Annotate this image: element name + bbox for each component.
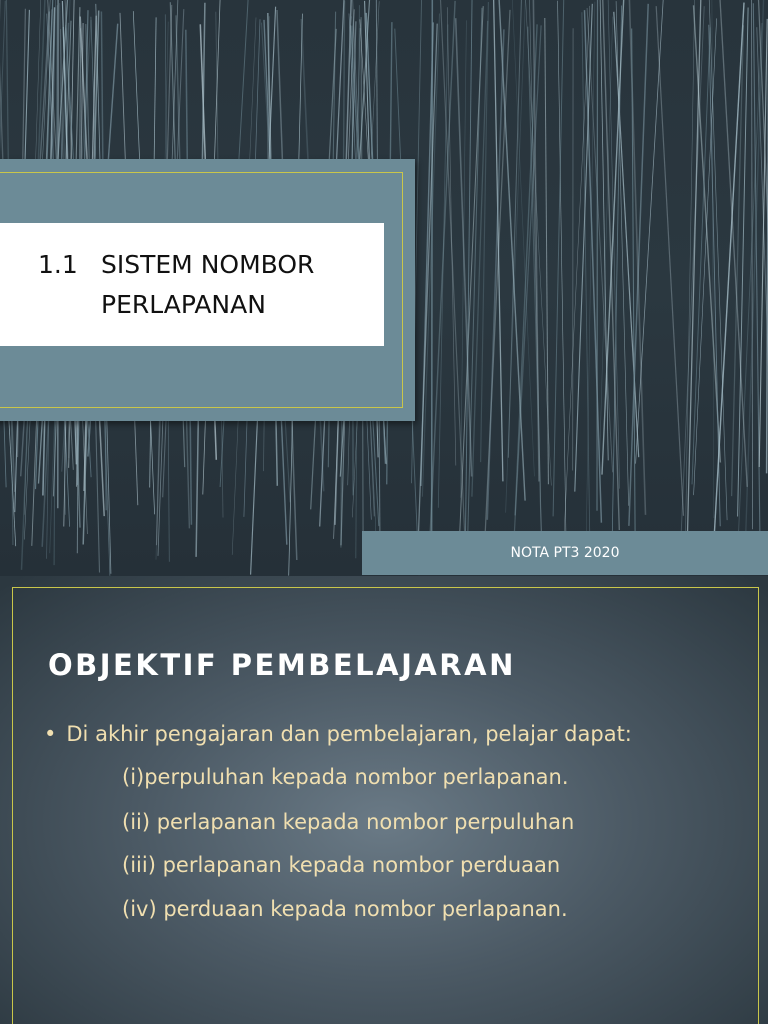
background-line: [553, 0, 564, 516]
bullet-item: [44, 722, 632, 746]
section-number: 1.1: [38, 250, 78, 279]
objectives-heading: OBJEKTIF PEMBELAJARAN: [48, 648, 516, 682]
objectives-slide: [0, 576, 768, 1024]
background-line: [597, 0, 598, 511]
background-line: [737, 23, 762, 568]
background-line: [429, 1, 455, 555]
objective-item-2: (ii) perlapanan kepada nombor perpuluhan: [122, 810, 575, 834]
footer-label: NOTA PT3 2020: [510, 545, 620, 561]
background-line: [694, 18, 717, 495]
background-line: [585, 10, 602, 523]
bullet-icon: •: [44, 722, 57, 746]
objective-item-3: (iii) perlapanan kepada nombor perduaan: [122, 853, 561, 877]
background-line: [418, 24, 437, 541]
background-line: [656, 6, 683, 516]
background-line: [694, 5, 721, 462]
title-box: [0, 223, 384, 346]
background-line: [573, 28, 574, 470]
background-line: [732, 25, 744, 496]
objective-item-1: (i)perpuluhan kepada nombor perlapanan.: [122, 765, 569, 789]
background-line: [687, 0, 701, 558]
objective-item-4: (iv) perduaan kepada nombor perlapanan.: [122, 897, 568, 921]
background-line: [467, 8, 482, 556]
background-line: [506, 0, 526, 513]
background-line: [494, 0, 503, 481]
background-line: [752, 0, 753, 529]
background-line: [545, 18, 549, 484]
background-line: [481, 2, 489, 462]
bullet-text: Di akhir pengajaran dan pembelajaran, pelajar dapat:: [66, 722, 632, 746]
footer-bar: [362, 531, 768, 575]
slide-title-line1: SISTEM NOMBOR: [101, 250, 315, 279]
background-line: [575, 4, 593, 492]
slide-title-line2: PERLAPANAN: [101, 290, 266, 319]
